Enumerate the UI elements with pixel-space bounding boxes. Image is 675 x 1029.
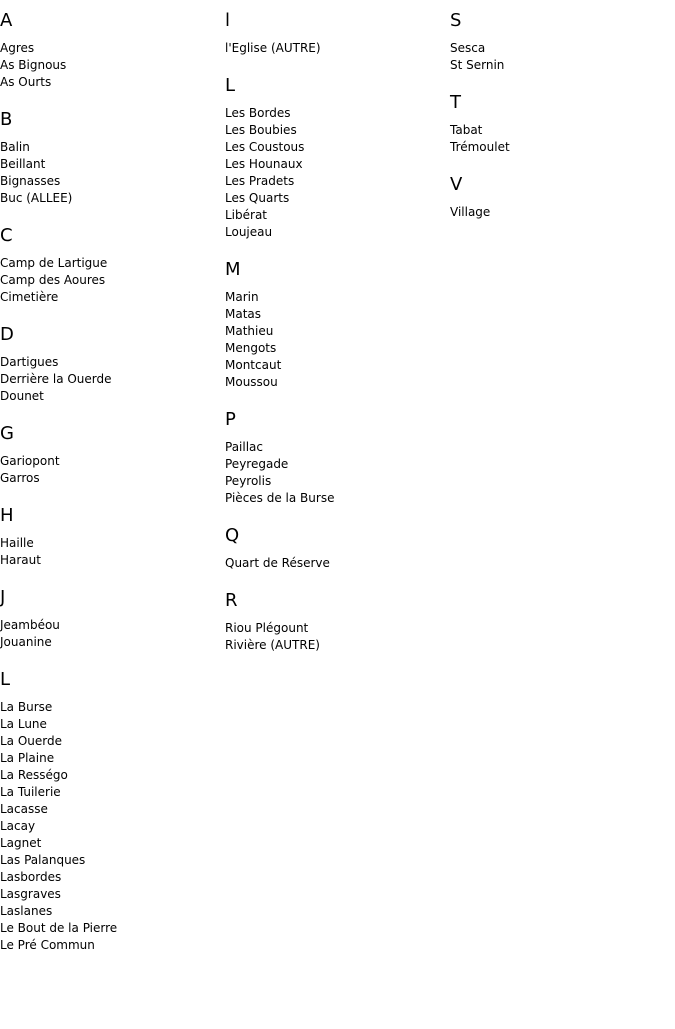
place-item[interactable]: La Burse [0,700,53,714]
place-item[interactable]: Lagnet [0,836,42,850]
place-item[interactable]: Les Hounaux [225,157,303,171]
place-item[interactable]: Le Bout de la Pierre [0,921,118,935]
place-item[interactable]: Jouanine [0,635,52,649]
letter-heading: T [450,92,461,113]
place-item[interactable]: Lacay [0,819,36,833]
place-item[interactable]: Marin [225,290,259,304]
place-list [225,289,450,391]
place-item[interactable]: Lasbordes [0,870,62,884]
place-item[interactable]: Les Quarts [225,191,290,205]
letter-group [450,10,675,74]
letter-group [0,109,225,207]
letter-heading: H [0,505,14,526]
place-item[interactable]: Agres [0,41,35,55]
place-item[interactable]: Lasgraves [0,887,61,901]
place-list [0,617,225,651]
place-list [450,40,675,74]
place-item[interactable]: Loujeau [225,225,273,239]
letter-group [450,174,675,221]
place-item[interactable]: Peyrolis [225,474,272,488]
letter-heading: P [225,409,236,430]
place-item[interactable]: Bignasses [0,174,61,188]
place-item[interactable]: l'Eglise (AUTRE) [225,41,321,55]
place-item[interactable]: As Ourts [0,75,52,89]
letter-group [225,590,450,654]
place-item[interactable]: Paillac [225,440,264,454]
letter-group [225,10,450,57]
place-item[interactable]: Le Pré Commun [0,938,95,952]
letter-group [0,505,225,569]
index-column-1 [0,0,225,954]
letter-heading: G [0,423,14,444]
place-list [0,139,225,207]
place-item[interactable]: Dartigues [0,355,59,369]
letter-heading: A [0,10,13,31]
letter-group [0,423,225,487]
letter-heading: D [0,324,14,345]
place-item[interactable]: La Rességo [0,768,68,782]
letter-heading: M [225,259,241,280]
letter-group [0,10,225,91]
place-item[interactable]: Beillant [0,157,46,171]
place-item[interactable]: Montcaut [225,358,282,372]
letter-group [0,225,225,306]
place-list [225,439,450,507]
letter-heading: L [225,75,236,96]
place-item[interactable]: Moussou [225,375,278,389]
place-item[interactable]: Las Palanques [0,853,86,867]
place-item[interactable]: Sesca [450,41,486,55]
place-list [0,699,225,954]
place-item[interactable]: Pièces de la Burse [225,491,335,505]
letter-heading: V [450,174,463,195]
place-item[interactable]: Lacasse [0,802,48,816]
letter-group [225,75,450,241]
place-item[interactable]: St Sernin [450,58,505,72]
place-item[interactable]: Garros [0,471,40,485]
index-column-3 [450,0,675,221]
place-item[interactable]: Buc (ALLEE) [0,191,73,205]
place-item[interactable]: Mengots [225,341,277,355]
place-item[interactable]: Haille [0,536,34,550]
place-item[interactable]: Tabat [450,123,483,137]
place-item[interactable]: Cimetière [0,290,59,304]
place-item[interactable]: Jeambéou [0,618,60,632]
place-item[interactable]: Dounet [0,389,44,403]
letter-group [0,587,225,651]
letter-heading: l [225,10,231,31]
place-item[interactable]: La Plaine [0,751,55,765]
letter-heading: B [0,109,13,130]
letter-heading: L [0,669,11,690]
place-list [225,40,450,57]
place-item[interactable]: Les Boubies [225,123,297,137]
letter-heading: S [450,10,462,31]
place-list [225,555,450,572]
letter-group [225,409,450,507]
place-item[interactable]: Derrière la Ouerde [0,372,112,386]
letter-heading: C [0,225,13,246]
place-item[interactable]: La Tuilerie [0,785,61,799]
place-list [225,620,450,654]
place-item[interactable]: Gariopont [0,454,60,468]
place-item[interactable]: Quart de Réserve [225,556,330,570]
place-item[interactable]: Camp des Aoures [0,273,106,287]
place-item[interactable]: Mathieu [225,324,274,338]
place-item[interactable]: Village [450,205,491,219]
place-item[interactable]: Matas [225,307,262,321]
place-item[interactable]: Trémoulet [450,140,510,154]
place-list [0,354,225,405]
place-item[interactable]: Peyregade [225,457,289,471]
letter-group [225,259,450,391]
place-item[interactable]: La Ouerde [0,734,63,748]
place-item[interactable]: Riou Plégount [225,621,309,635]
place-list [0,453,225,487]
place-list [0,40,225,91]
place-item[interactable]: Les Coustous [225,140,305,154]
place-item[interactable]: Laslanes [0,904,53,918]
place-item[interactable]: Rivière (AUTRE) [225,638,320,652]
place-list [0,255,225,306]
place-item[interactable]: La Lune [0,717,47,731]
place-list [450,122,675,156]
letter-group [450,92,675,156]
place-list [450,204,675,221]
letter-heading: Q [225,525,240,546]
place-item[interactable]: Balin [0,140,30,154]
place-item[interactable]: Les Bordes [225,106,291,120]
letter-group [0,669,225,954]
place-list [225,105,450,241]
place-item[interactable]: As Bignous [0,58,67,72]
letter-heading: R [225,590,238,611]
index-column-2 [225,0,450,654]
letter-group [0,324,225,405]
place-item[interactable]: Libérat [225,208,268,222]
place-item[interactable]: Haraut [0,553,41,567]
letter-heading: J [0,587,6,608]
place-list [0,535,225,569]
letter-group [225,525,450,572]
place-item[interactable]: Camp de Lartigue [0,256,108,270]
place-item[interactable]: Les Pradets [225,174,295,188]
